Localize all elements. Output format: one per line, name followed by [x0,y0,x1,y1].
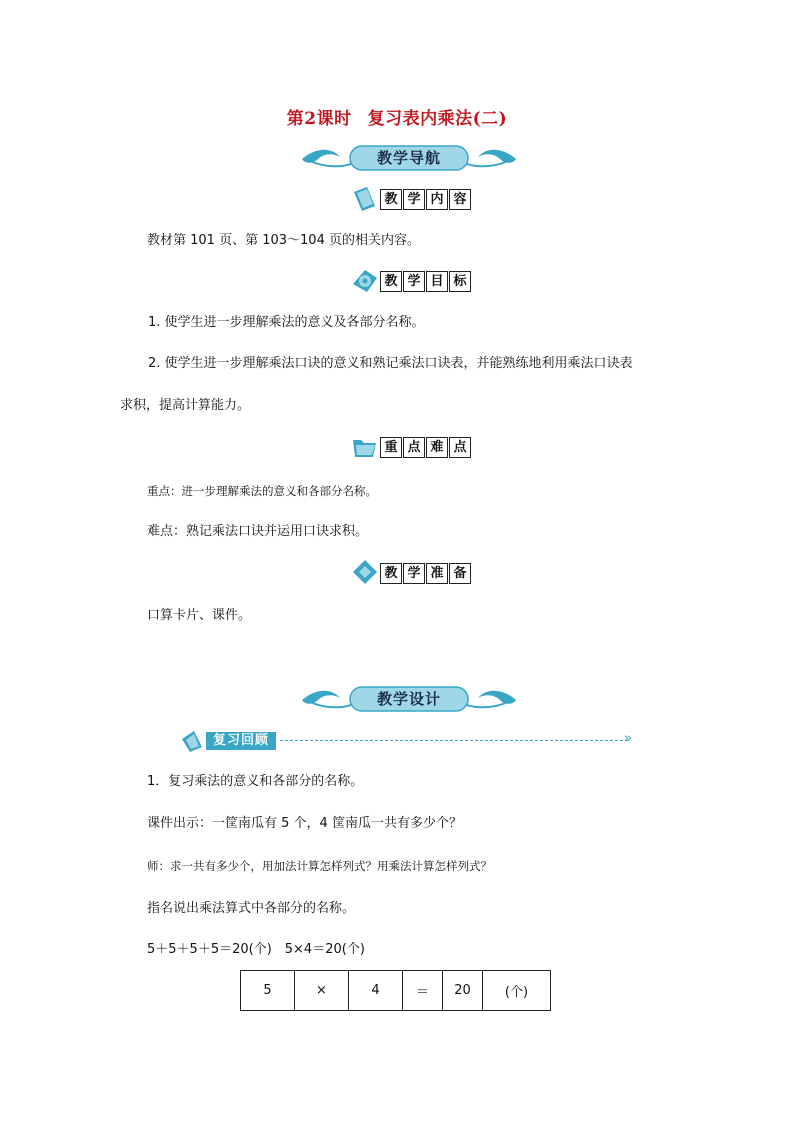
banner-title: 教学导航 [376,149,441,167]
courseware-prompt: 课件出示：一筐南瓜有 5 个，4 筐南瓜一共有多少个？ [147,816,462,831]
content-paragraph: 教材第 101 页、第 103～104 页的相关内容。 [147,233,420,248]
heading-char: 教 [380,563,402,584]
heading-char: 教 [380,271,402,292]
heading-char: 教 [380,189,402,210]
heading-char: 重 [380,437,402,458]
goal-2-line-2: 求积，提高计算能力。 [120,398,251,413]
table-row [241,971,551,1011]
banner-teaching-guide [298,143,520,173]
heading-char: 学 [403,271,425,292]
goal-2-line-1: 2. 使学生进一步理解乘法口诀的意义和熟记乘法口诀表，并能熟练地利用乘法口诀表 [148,356,633,371]
heading-char: 学 [403,189,425,210]
review-book-icon [180,729,206,753]
heading-char: 点 [449,437,471,458]
lesson-title [0,104,794,129]
teacher-question: 师：求一共有多少个，用加法计算怎样列式？用乘法计算怎样列式？ [147,859,492,873]
heading-char: 标 [449,271,471,292]
product-cell: 20 [443,971,483,1011]
review-divider [280,740,628,741]
factor-cell: 5 [241,971,295,1011]
goal-1: 1. 使学生进一步理解乘法的意义及各部分名称。 [148,315,425,330]
heading-char: 学 [403,563,425,584]
lesson-number: 第2课时 [286,109,352,129]
heading-char: 目 [426,271,448,292]
heading-char: 备 [449,563,471,584]
banner-title: 教学设计 [376,690,441,708]
heading-char: 准 [426,563,448,584]
target-icon [351,266,379,294]
prep-paragraph: 口算卡片、课件。 [147,608,252,623]
banner-teaching-design [298,684,520,714]
book-icon [351,184,379,212]
review-label: 复习回顾 [206,732,276,750]
folder-icon [351,432,379,460]
operator-cell: × [295,971,349,1011]
difficulty: 难点：熟记乘法口诀并运用口诀求积。 [147,524,369,539]
equations-line: 5＋5＋5＋5＝20(个) 5×4＝20(个) [147,942,365,957]
heading-char: 内 [426,189,448,210]
document-icon [351,558,379,586]
equals-cell: ＝ [403,971,443,1011]
key-point: 重点：进一步理解乘法的意义和各部分名称。 [147,484,377,498]
unit-cell: (个) [483,971,551,1011]
factor-cell: 4 [349,971,403,1011]
heading-char: 容 [449,189,471,210]
equation-table [240,970,551,1011]
lesson-name: 复习表内乘法(二) [367,109,508,129]
double-arrow-icon: » [624,731,632,746]
naming-instruction: 指名说出乘法算式中各部分的名称。 [147,901,356,916]
heading-char: 难 [426,437,448,458]
step-1: 1．复习乘法的意义和各部分的名称。 [147,774,364,789]
heading-char: 点 [403,437,425,458]
review-section-bar [180,729,650,753]
